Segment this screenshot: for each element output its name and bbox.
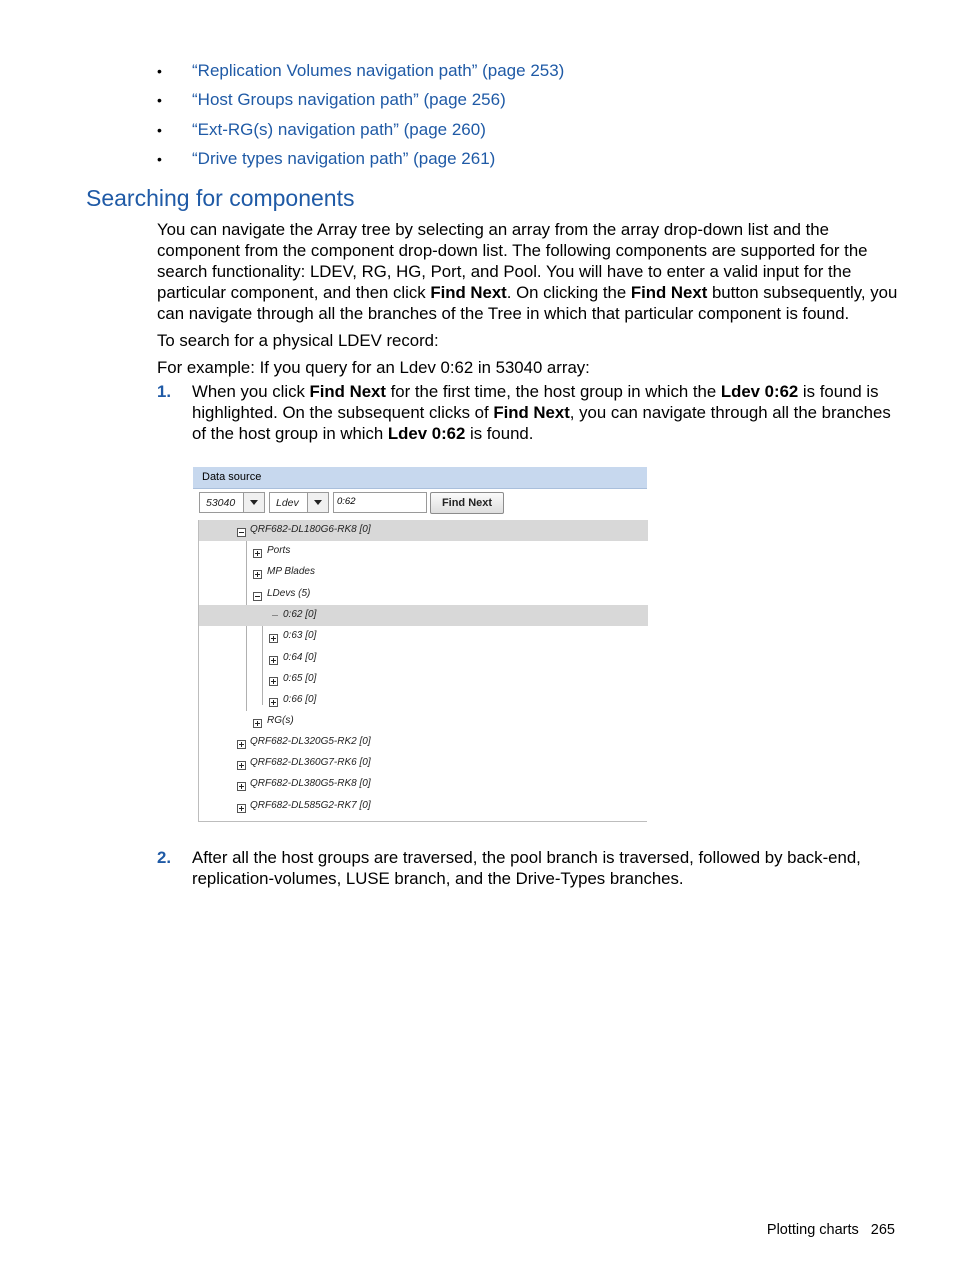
footer-section: Plotting charts — [766, 1222, 859, 1238]
step-text: After all the host groups are traversed, the pool branch is traversed, followed by back-end, replication-volumes, LUSE branch, and the Drive-Types branches. — [192, 848, 861, 888]
bullet-icon: • — [157, 121, 162, 138]
tree-node-ldev-0-66[interactable]: 0:66 [0] — [199, 690, 648, 711]
page-footer — [767, 1222, 895, 1238]
expand-icon[interactable] — [269, 698, 278, 707]
page-number: 265 — [870, 1222, 895, 1238]
search-input[interactable] — [334, 493, 428, 510]
tree-node-rgs[interactable]: RG(s) — [199, 711, 648, 732]
example-intro: For example: If you query for an Ldev 0:62 in 53040 array: — [157, 358, 590, 377]
link-host-groups[interactable]: “Host Groups navigation path” (page 256) — [192, 90, 506, 110]
collapse-icon[interactable] — [253, 592, 262, 601]
tree-node-ldev-0-62[interactable]: 0:62 [0] — [199, 605, 648, 626]
expand-icon[interactable] — [269, 634, 278, 643]
expand-icon[interactable] — [237, 761, 246, 770]
expand-icon[interactable] — [253, 570, 262, 579]
tree-node-host-group[interactable]: QRF682-DL180G6-RK8 [0] — [199, 520, 648, 541]
step-text: When you click Find Next for the first time, the host group in which the Ldev 0:62 is found is highlighted. On the subsequent clicks of Find Next, you can navigate through all the branches of the host group in which Ldev 0:62 is found. — [192, 382, 891, 443]
step-number: 2. — [157, 848, 171, 867]
tree-node-host-group[interactable]: QRF682-DL320G5-RK2 [0] — [199, 732, 648, 753]
data-source-screenshot — [193, 467, 647, 822]
section-heading: Searching for components — [86, 185, 355, 211]
tree-node-host-group[interactable]: QRF682-DL585G2-RK7 [0] — [199, 796, 648, 817]
array-dropdown-value: 53040 — [206, 497, 236, 509]
tree-node-mp-blades[interactable]: MP Blades — [199, 562, 648, 583]
tree-bottom-border — [198, 821, 647, 822]
tree-node-ldev-0-65[interactable]: 0:65 [0] — [199, 669, 648, 690]
bullet-icon: • — [157, 150, 162, 167]
expand-icon[interactable] — [253, 719, 262, 728]
tree-node-ports[interactable]: Ports — [199, 541, 648, 562]
expand-icon[interactable] — [237, 740, 246, 749]
procedure-intro: To search for a physical LDEV record: — [157, 331, 439, 350]
bullet-icon: • — [157, 92, 162, 109]
step-number: 1. — [157, 382, 171, 401]
tree-connector — [272, 615, 278, 616]
chevron-down-icon[interactable] — [243, 493, 264, 512]
panel-title: Data source — [202, 471, 262, 483]
chevron-down-icon[interactable] — [307, 493, 328, 512]
expand-icon[interactable] — [237, 782, 246, 791]
array-tree — [198, 520, 648, 822]
expand-icon[interactable] — [237, 804, 246, 813]
bullet-icon: • — [157, 63, 162, 79]
tree-node-ldev-0-64[interactable]: 0:64 [0] — [199, 648, 648, 669]
search-box[interactable] — [333, 492, 427, 513]
intro-paragraph: You can navigate the Array tree by selecting an array from the array drop-down list and the component from the component drop-down list. The following components are supported for the search functionality: LDEV, RG, HG, Port, and Pool. You will have to enter a valid input for the particular component, and then click Find Next. On clicking the Find Next button subsequently, you can navigate through all the branches of the Tree in which that particular component is found. — [157, 220, 898, 323]
component-dropdown-value: Ldev — [276, 497, 299, 509]
link-replication-volumes[interactable]: “Replication Volumes navigation path” (page 253) — [192, 61, 565, 80]
link-drive-types[interactable]: “Drive types navigation path” (page 261) — [192, 148, 496, 168]
array-dropdown[interactable] — [199, 492, 265, 513]
expand-icon[interactable] — [269, 677, 278, 686]
expand-icon[interactable] — [253, 549, 262, 558]
tree-node-host-group[interactable]: QRF682-DL380G5-RK8 [0] — [199, 774, 648, 795]
tree-node-ldevs[interactable]: LDevs (5) — [199, 584, 648, 605]
expand-icon[interactable] — [269, 656, 278, 665]
tree-node-host-group[interactable]: QRF682-DL360G7-RK6 [0] — [199, 753, 648, 774]
component-dropdown[interactable] — [269, 492, 329, 513]
collapse-icon[interactable] — [237, 528, 246, 537]
link-ext-rg[interactable]: “Ext-RG(s) navigation path” (page 260) — [192, 119, 486, 139]
find-next-button[interactable]: Find Next — [430, 492, 504, 514]
tree-node-ldev-0-63[interactable]: 0:63 [0] — [199, 626, 648, 647]
panel-header — [193, 467, 647, 489]
